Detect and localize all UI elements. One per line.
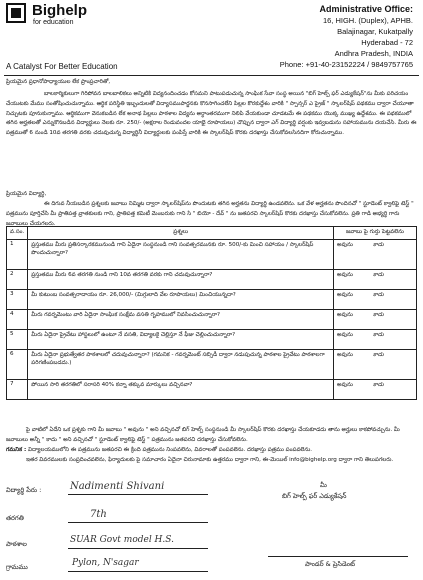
- contact-paragraph: [6, 456, 417, 466]
- signature-line: [268, 556, 408, 557]
- no-mark: కాదు: [373, 382, 384, 388]
- school-underline: [68, 548, 208, 549]
- contact-text-end: ద్వారా గాని తెలుపగలరు.: [338, 457, 394, 463]
- no-mark: కాదు: [373, 272, 384, 278]
- question-text: మీరు ఏదైనా ప్రభుత్వేతర పాఠశాలలో చదువుచున్నారా? (గమనిక - గవర్నమెంట్ సబ్సిడీ ద్వారా నడుపుచున్న పాఠశాల ప్రైవేటు పాఠశాలగా పరిగణింపబడదు.): [28, 350, 334, 380]
- row-number: 7: [7, 380, 28, 400]
- name-underline: [68, 494, 208, 495]
- table-row: [7, 380, 417, 400]
- questions-table: [6, 226, 417, 400]
- yes-option: అవును: [337, 352, 353, 358]
- no-mark: కాదు: [373, 242, 384, 248]
- table-row: [7, 310, 417, 330]
- school-label: పాఠశాల: [6, 540, 27, 548]
- answer-cell[interactable]: [334, 240, 417, 270]
- brand-subtitle: for education: [33, 19, 74, 26]
- note-label: గమనిక :: [6, 447, 27, 453]
- office-line: Andhra Pradesh, INDIA: [334, 49, 413, 58]
- question-text: ప్రస్తుతము మీరు 6వ తరగతి నుండి గాని 10వ తరగతి వరకు గాని చదువుచున్నారా?: [28, 270, 334, 290]
- question-text: ప్రస్తుతము మీరు ప్రతిసర్కారకమునుండి గాని ఏదైనా సంస్థనుండి గాని సంవత్సరమునకు రూ. 500/-కు మించి సహాయం / స్కాలర్‌షిప్ పొందుచున్నారా?: [28, 240, 334, 270]
- answer-cell[interactable]: [334, 330, 417, 350]
- note-text: విద్యాలయములోని ఈ పత్రమును జతపరచి ఈ క్రింది పత్రమును నింపవలెను, వివరాలతో పంపవలెను. దరఖాస్తు పత్రము పంపవలెను.: [28, 447, 313, 453]
- student-name-label: విద్యార్థి పేరు :: [6, 486, 42, 494]
- greeting: ప్రియమైన ప్రధానోపాధ్యాయుల లేక ప్రాంప్రచారితో,: [6, 79, 111, 85]
- question-text: మీ కుటుంబ సంవత్సరాదాయం రూ. 26,000/- (మిగ్గులాది వేల రూపాయలు) మించియున్నదా?: [28, 290, 334, 310]
- row-number: 2: [7, 270, 28, 290]
- office-line: 16, HIGH. (Duplex), APHB.: [322, 16, 413, 25]
- answer-cell[interactable]: [334, 290, 417, 310]
- yes-option: అవును: [337, 292, 353, 298]
- dear-student: ప్రియమైన విద్యార్థి,: [6, 191, 47, 197]
- question-text: మీరు ఏదైనా ప్రైవేటు హాస్టలులో ఉంటూ నే వసతి, విద్యాలకై చెల్లిస్తూ నే ఫీజు చెల్లించుచున్నారా?: [28, 330, 334, 350]
- header-divider: [4, 75, 419, 76]
- office-line: Balajinagar, Kukatpally: [337, 27, 413, 36]
- col-header-answer: జవాబు పై గుర్తు పెట్టవలెను: [334, 227, 417, 240]
- no-mark: కాదు: [373, 332, 384, 338]
- table-row: [7, 350, 417, 380]
- village-value[interactable]: Pylon, N'sagar: [72, 558, 139, 568]
- class-label: తరగతి: [6, 514, 24, 522]
- table-row: [7, 290, 417, 310]
- brand-name: Bighelp: [32, 2, 87, 19]
- tagline: A Catalyst For Better Education: [6, 62, 118, 71]
- row-number: 1: [7, 240, 28, 270]
- table-row: [7, 330, 417, 350]
- question-text: పోయిన సారి తరగతిలో సరాసరి 40% కన్నా తక్కువ మార్కులు వచ్చినవా?: [28, 380, 334, 400]
- table-row: [7, 240, 417, 270]
- office-title: Administrative Office:: [319, 4, 413, 14]
- row-number: 3: [7, 290, 28, 310]
- table-row: [7, 270, 417, 290]
- col-header-question: ప్రశ్నలు: [28, 227, 334, 240]
- signature-salutation: మీ: [320, 481, 327, 489]
- instructions-paragraph: ఈ దిగువ నీయబడిన ప్రశ్నలకు జవాబు నిమ్మిట ద్వారా స్కాలర్‌షిప్‌ను పొందుటకు తగిన అర్హతను విద్యార్థి ఉండవలెను. ఒక వేళ అర్హతను పొందినచో " స్టూడెంట్ క్వాలిఫై టెస్ట్ " పత్రమును పూర్తిచేసి మీ ప్రాతిపత్త వ్రాతకులకు గాని, ప్రాతిపత్త కమిటీ మెంబరుకు గాని సి " బియో - దేవ్ " ను జతపరచి స్కాలర్‌షిప్ కొరకు దరఖాస్తు చేసుకోవలెను. ప్రతి గాడి అభ్యర్థి గారు జవాబులు చేయగలరు.: [6, 201, 414, 227]
- row-number: 6: [7, 350, 28, 380]
- village-underline: [68, 571, 208, 572]
- office-phone: Phone: +91-40-23152224 / 9849757765: [279, 60, 413, 69]
- office-line: Hyderabad - 72: [361, 38, 413, 47]
- administrative-office: [223, 4, 413, 70]
- row-number: 4: [7, 310, 28, 330]
- col-header-no: వ.సం.: [7, 227, 28, 240]
- yes-option: అవును: [337, 242, 353, 248]
- row-number: 5: [7, 330, 28, 350]
- contact-text: ఇతర వివరములకు సంప్రదించవలెను, ఫిర్యాదులకు పై సమాచారం ఏదైనా చిరునామాకు ఉత్తరము ద్వారా గాని, ఈ-మెయిల్: [26, 457, 288, 463]
- question-text: మీరు గవర్నమెంటు వారి ఏదైనా సాంఘిక సంక్షేమ వసతి గృహములో నివసించుచున్నారా?: [28, 310, 334, 330]
- class-underline: [68, 522, 208, 523]
- eligibility-note: పై వాటిలో ఏదేని ఒక ప్రశ్నకు గాని మీ జవాబు " అవును " అని వచ్చినచో బిగ్ హెల్ప్ సంస్థనుండి మీ స్కాలర్‌షిప్ కొరకు దరఖాస్తు చేయకూడదు తాను అర్హులు కాకపోవచ్చును. మీ జవాబులు అన్నీ " కాదు " అని వచ్చినచో " స్టూడెంట్ క్వాలిఫై టెస్ట్ " పత్రమును జతపరచి దరఖాస్తు చేసుకోవలెను.: [6, 427, 400, 443]
- school-value[interactable]: SUAR Govt model H.S.: [70, 535, 174, 545]
- signature-org: బిగ్ హెల్ప్ ఫర్ ఎడ్యుకేషన్: [282, 492, 347, 500]
- no-mark: కాదు: [373, 292, 384, 298]
- answer-cell[interactable]: [334, 310, 417, 330]
- yes-option: అవును: [337, 312, 353, 318]
- answer-cell[interactable]: [334, 380, 417, 400]
- table-header-row: [7, 227, 417, 240]
- yes-option: అవును: [337, 382, 353, 388]
- signature-title: పాండర్ & ప్రెసిడెంట్: [305, 560, 356, 568]
- yes-option: అవును: [337, 332, 353, 338]
- no-mark: కాదు: [373, 312, 384, 318]
- answer-cell[interactable]: [334, 350, 417, 380]
- answer-cell[interactable]: [334, 270, 417, 290]
- no-mark: కాదు: [373, 352, 384, 358]
- intro-paragraph: బాలకార్మికులుగా గిరిపోవన బాలబాలికలు అన్నిటికి విద్యనందించడం కోసమని పాటుపడుచున్న సాంఘిక సేవా సంస్థ అయిన "బిగ్ హెల్ప్ ఫర్ ఎడ్యుకేషన్"ను మీకు పరిచయం చేయుటకు మేము సంతోషించుచున్నాము. ఆర్థిక పరిస్థితి ఇబ్బందులతో విద్యాసముపార్జనకు కొనసాగించలేని పిల్లల కొరకుద్దేశం వారికి " స్పాన్సర్ ఎ ప్రైజ్ " స్కాలర్‌షిప్ పథకము ద్వారా చేయూతా నిచ్చుటకు పూనుకున్నాము. ఆర్థికముగా వెనుకబడిన లేక అనాథ పిల్లలు పాఠశాల విద్యను అర్ధాంతరముగా నిలిపి వేయకుండా చూడటమే ఈ పథకము యొక్క ముఖ్య ఉద్దేశము. ఈ పథకములో తగిన అర్హతలతో ఎన్నుకొనబడిన విద్యార్థులు నెలకు రూ. 250/- (అక్షరాల రెండువందల యాభై రూపాయలు) చొప్పున ద్వారా ఎగ్ విద్యార్థి వర్షంకు ఇవ్వబడును సహాయమును దయచేసి. మీరు ఈ పత్రముతో 6 నుండి 10వ తరగతి వరకు చదువుచున్న విద్యార్థినీ విద్యార్థులకు పంపిస్తే వారికి ఈ స్కాలర్‌షిప్ కొరకు దరఖాస్తు చేసుకోవలసినదిగా కోరుచున్నాము.: [6, 91, 417, 137]
- class-value[interactable]: 7th: [90, 509, 107, 520]
- note-paragraph: [6, 446, 417, 456]
- contact-email[interactable]: info@bighelp.org: [289, 457, 337, 463]
- yes-option: అవును: [337, 272, 353, 278]
- village-label: గ్రామము: [6, 563, 28, 571]
- student-name-value[interactable]: Nadimenti Shivani: [70, 481, 165, 492]
- brand-logo-icon: [6, 3, 26, 23]
